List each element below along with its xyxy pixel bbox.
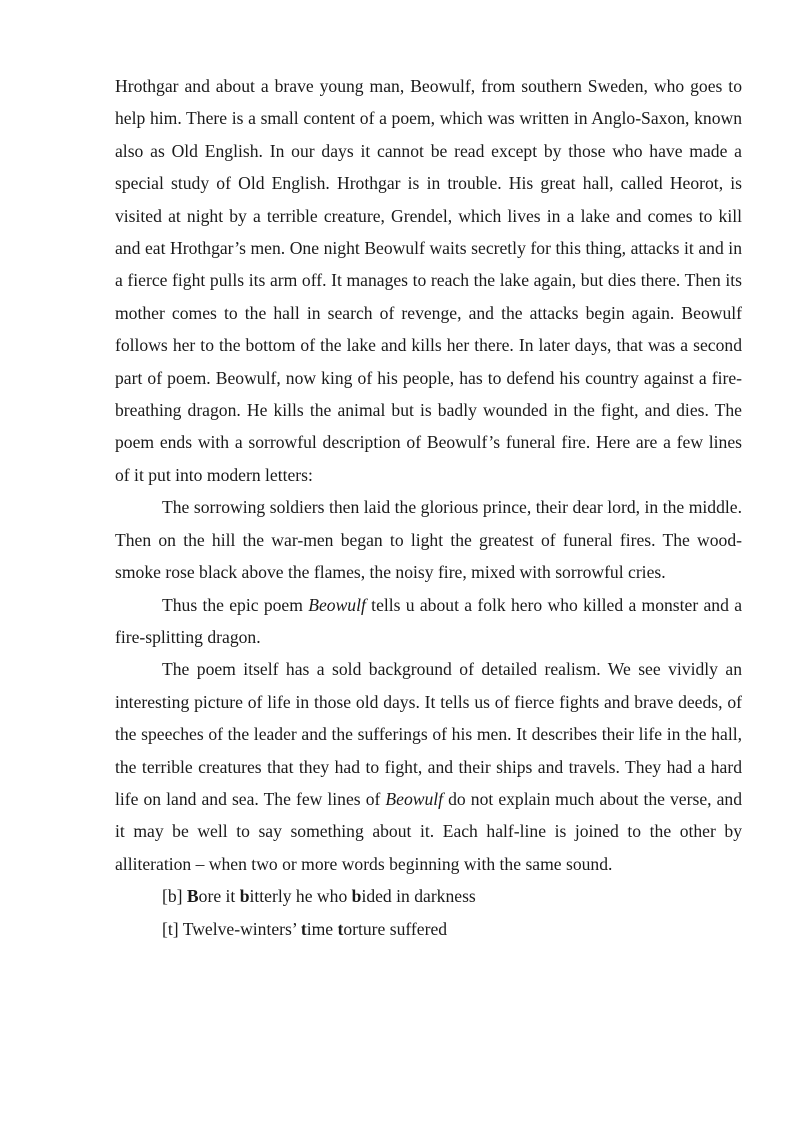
alliteration-letter: b — [239, 886, 250, 907]
poem-title: Beowulf — [385, 788, 444, 809]
text-segment: do not explain much about the verse, and it may be well to say something about it. Each half-line is joined to the other by alliteration – when two or more words beginning with the same sound. — [115, 788, 742, 874]
paragraph-realism — [115, 653, 742, 880]
verse-line-t — [115, 913, 742, 945]
text-segment: The poem itself has a sold background of detailed realism. We see vividly an interesting picture of life in those old days. It tells us of fierce fights and brave deeds, of the speeches of the leader and the sufferings of his men. It describes their life in the hall, the terrible creatures that they had to fight, and their ships and travels. They had a hard life on land and sea. The few lines of — [115, 659, 742, 809]
verse-text: ime — [306, 918, 338, 939]
verse-text: orture suffered — [343, 918, 448, 939]
verse-text: itterly he who — [249, 886, 352, 907]
alliteration-letter: b — [351, 886, 362, 907]
verse-text: ore it — [198, 886, 240, 907]
document-page — [115, 70, 742, 945]
paragraph-beowulf-summary: Hrothgar and about a brave young man, Beowulf, from southern Sweden, who goes to help him. There is a small content of a poem, which was written in Anglo-Saxon, known also as Old English. In our days it cannot be read except by those who have made a special study of Old English. Hrothgar is in trouble. His great hall, called Heorot, is visited at night by a terrible creature, Grendel, which lives in a lake and comes to kill and eat Hrothgar’s men. One night Beowulf waits secretly for this thing, attacks it and in a fierce fight pulls its arm off. It manages to reach the lake again, but dies there. Then its mother comes to the hall in search of revenge, and the attacks begin again. Beowulf follows her to the bottom of the lake and kills her there. In later days, that was a second part of poem. Beowulf, now king of his people, has to defend his country against a fire-breathing dragon. He kills the animal but is badly wounded in the fight, and dies. The poem ends with a sorrowful description of Beowulf’s funeral fire. Here are a few lines of it put into modern letters: — [115, 76, 742, 485]
paragraph-funeral-lines: The sorrowing soldiers then laid the glorious prince, their dear lord, in the middle. Then on the hill the war-men began to light the greatest of funeral fires. The wood-smoke rose black above the flames, the noisy fire, mixed with sorrowful cries. — [115, 497, 742, 583]
verse-marker: [b] — [162, 886, 187, 907]
verse-text: ided in darkness — [361, 886, 476, 907]
verse-marker: [t] — [162, 918, 183, 939]
text-segment: Thus the epic poem — [162, 594, 309, 615]
poem-title: Beowulf — [308, 594, 366, 615]
alliteration-letter: B — [186, 886, 199, 907]
alliteration-letter: t — [337, 918, 344, 939]
paragraph-epic-poem — [115, 589, 742, 654]
text-segment: tells u about a folk hero who killed a monster and a fire-splitting dragon. — [115, 594, 742, 647]
verse-line-b — [115, 880, 742, 912]
verse-text: Twelve-winters’ — [182, 918, 301, 939]
alliteration-letter: t — [300, 918, 307, 939]
